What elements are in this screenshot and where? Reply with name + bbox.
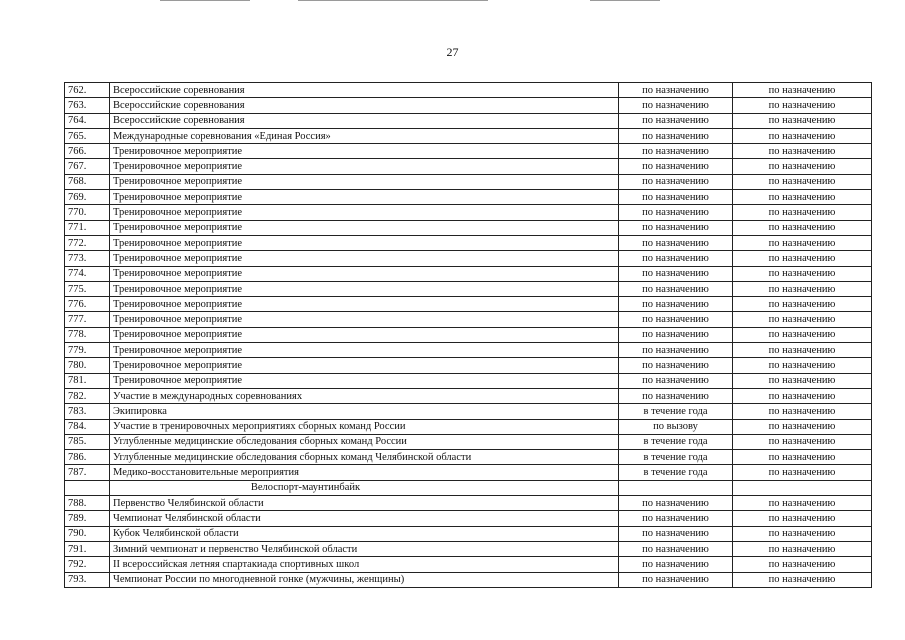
event-name-cell: Первенство Челябинской области xyxy=(110,496,619,511)
row-number-cell: 781. xyxy=(65,373,110,388)
row-number-cell: 775. xyxy=(65,281,110,296)
row-number-cell: 791. xyxy=(65,541,110,556)
row-number-cell: 786. xyxy=(65,450,110,465)
assignment-cell: по назначению xyxy=(733,404,872,419)
row-number-cell: 770. xyxy=(65,205,110,220)
timing-cell: по назначению xyxy=(619,496,733,511)
row-number-cell: 785. xyxy=(65,434,110,449)
table-row xyxy=(65,113,872,128)
assignment-cell: по назначению xyxy=(733,83,872,98)
timing-cell: по назначению xyxy=(619,266,733,281)
table-row xyxy=(65,358,872,373)
row-number-cell: 784. xyxy=(65,419,110,434)
table-row xyxy=(65,434,872,449)
assignment-cell: по назначению xyxy=(733,327,872,342)
table-row xyxy=(65,297,872,312)
timing-cell: по назначению xyxy=(619,388,733,403)
table-row xyxy=(65,251,872,266)
assignment-cell: по назначению xyxy=(733,251,872,266)
assignment-cell xyxy=(733,480,872,495)
table-row xyxy=(65,404,872,419)
timing-cell: по назначению xyxy=(619,83,733,98)
schedule-table xyxy=(64,82,872,588)
row-number-cell: 783. xyxy=(65,404,110,419)
assignment-cell: по назначению xyxy=(733,312,872,327)
row-number-cell: 762. xyxy=(65,83,110,98)
event-name-cell: Кубок Челябинской области xyxy=(110,526,619,541)
timing-cell: по назначению xyxy=(619,297,733,312)
section-title: Велоспорт-маунтинбайк xyxy=(110,480,619,495)
row-number-cell: 780. xyxy=(65,358,110,373)
row-number-cell: 787. xyxy=(65,465,110,480)
row-number-cell xyxy=(65,480,110,495)
timing-cell: по назначению xyxy=(619,312,733,327)
table-row xyxy=(65,281,872,296)
row-number-cell: 767. xyxy=(65,159,110,174)
row-number-cell: 773. xyxy=(65,251,110,266)
assignment-cell: по назначению xyxy=(733,220,872,235)
timing-cell: по назначению xyxy=(619,98,733,113)
row-number-cell: 789. xyxy=(65,511,110,526)
table-row xyxy=(65,174,872,189)
assignment-cell: по назначению xyxy=(733,450,872,465)
table-row xyxy=(65,343,872,358)
table-row xyxy=(65,327,872,342)
assignment-cell: по назначению xyxy=(733,159,872,174)
event-name-cell: Международные соревнования «Единая Россия» xyxy=(110,128,619,143)
timing-cell: по назначению xyxy=(619,251,733,266)
row-number-cell: 765. xyxy=(65,128,110,143)
event-name-cell: Тренировочное мероприятие xyxy=(110,159,619,174)
event-name-cell: Участие в международных соревнованиях xyxy=(110,388,619,403)
assignment-cell: по назначению xyxy=(733,526,872,541)
row-number-cell: 782. xyxy=(65,388,110,403)
table-row xyxy=(65,205,872,220)
row-number-cell: 772. xyxy=(65,235,110,250)
table-row xyxy=(65,572,872,587)
assignment-cell: по назначению xyxy=(733,235,872,250)
assignment-cell: по назначению xyxy=(733,465,872,480)
row-number-cell: 766. xyxy=(65,144,110,159)
timing-cell: по назначению xyxy=(619,526,733,541)
timing-cell: по назначению xyxy=(619,113,733,128)
timing-cell: по назначению xyxy=(619,174,733,189)
timing-cell: по назначению xyxy=(619,373,733,388)
assignment-cell: по назначению xyxy=(733,419,872,434)
event-name-cell: Тренировочное мероприятие xyxy=(110,343,619,358)
timing-cell: по назначению xyxy=(619,205,733,220)
timing-cell: в течение года xyxy=(619,465,733,480)
event-name-cell: Тренировочное мероприятие xyxy=(110,266,619,281)
event-name-cell: Тренировочное мероприятие xyxy=(110,144,619,159)
timing-cell: по назначению xyxy=(619,281,733,296)
row-number-cell: 768. xyxy=(65,174,110,189)
table-row xyxy=(65,159,872,174)
assignment-cell: по назначению xyxy=(733,373,872,388)
table-row xyxy=(65,98,872,113)
timing-cell: по назначению xyxy=(619,220,733,235)
event-name-cell: Тренировочное мероприятие xyxy=(110,251,619,266)
event-name-cell: Всероссийские соревнования xyxy=(110,113,619,128)
event-name-cell: Всероссийские соревнования xyxy=(110,83,619,98)
timing-cell: по назначению xyxy=(619,327,733,342)
event-name-cell: Тренировочное мероприятие xyxy=(110,373,619,388)
timing-cell: по назначению xyxy=(619,190,733,205)
event-name-cell: Тренировочное мероприятие xyxy=(110,190,619,205)
timing-cell: по назначению xyxy=(619,358,733,373)
assignment-cell: по назначению xyxy=(733,98,872,113)
row-number-cell: 774. xyxy=(65,266,110,281)
assignment-cell: по назначению xyxy=(733,297,872,312)
timing-cell: по вызову xyxy=(619,419,733,434)
row-number-cell: 777. xyxy=(65,312,110,327)
assignment-cell: по назначению xyxy=(733,358,872,373)
timing-cell: по назначению xyxy=(619,511,733,526)
row-number-cell: 793. xyxy=(65,572,110,587)
assignment-cell: по назначению xyxy=(733,388,872,403)
table-row xyxy=(65,541,872,556)
timing-cell: в течение года xyxy=(619,450,733,465)
event-name-cell: Углубленные медицинские обследования сборных команд России xyxy=(110,434,619,449)
table-row xyxy=(65,128,872,143)
event-name-cell: Медико-восстановительные мероприятия xyxy=(110,465,619,480)
row-number-cell: 776. xyxy=(65,297,110,312)
row-number-cell: 771. xyxy=(65,220,110,235)
event-name-cell: Чемпионат России по многодневной гонке (мужчины, женщины) xyxy=(110,572,619,587)
schedule-table-body xyxy=(65,83,872,588)
table-row xyxy=(65,220,872,235)
table-row xyxy=(65,419,872,434)
table-row xyxy=(65,526,872,541)
event-name-cell: Участие в тренировочных мероприятиях сборных команд России xyxy=(110,419,619,434)
event-name-cell: Углубленные медицинские обследования сборных команд Челябинской области xyxy=(110,450,619,465)
row-number-cell: 792. xyxy=(65,557,110,572)
event-name-cell: Тренировочное мероприятие xyxy=(110,205,619,220)
assignment-cell: по назначению xyxy=(733,496,872,511)
table-row xyxy=(65,235,872,250)
event-name-cell: II всероссийская летняя спартакиада спортивных школ xyxy=(110,557,619,572)
table-row xyxy=(65,266,872,281)
timing-cell: по назначению xyxy=(619,557,733,572)
table-row xyxy=(65,450,872,465)
assignment-cell: по назначению xyxy=(733,434,872,449)
assignment-cell: по назначению xyxy=(733,113,872,128)
table-row xyxy=(65,388,872,403)
event-name-cell: Тренировочное мероприятие xyxy=(110,174,619,189)
table-row xyxy=(65,465,872,480)
table-row xyxy=(65,144,872,159)
timing-cell: по назначению xyxy=(619,541,733,556)
table-row xyxy=(65,496,872,511)
table-row xyxy=(65,373,872,388)
assignment-cell: по назначению xyxy=(733,343,872,358)
table-row xyxy=(65,557,872,572)
table-row xyxy=(65,312,872,327)
event-name-cell: Тренировочное мероприятие xyxy=(110,281,619,296)
assignment-cell: по назначению xyxy=(733,205,872,220)
assignment-cell: по назначению xyxy=(733,174,872,189)
table-row xyxy=(65,511,872,526)
event-name-cell: Тренировочное мероприятие xyxy=(110,297,619,312)
timing-cell: по назначению xyxy=(619,159,733,174)
row-number-cell: 769. xyxy=(65,190,110,205)
timing-cell xyxy=(619,480,733,495)
timing-cell: по назначению xyxy=(619,343,733,358)
assignment-cell: по назначению xyxy=(733,190,872,205)
page-number: 27 xyxy=(446,45,459,59)
event-name-cell: Тренировочное мероприятие xyxy=(110,312,619,327)
row-number-cell: 763. xyxy=(65,98,110,113)
assignment-cell: по назначению xyxy=(733,557,872,572)
assignment-cell: по назначению xyxy=(733,511,872,526)
event-name-cell: Всероссийские соревнования xyxy=(110,98,619,113)
assignment-cell: по назначению xyxy=(733,144,872,159)
row-number-cell: 788. xyxy=(65,496,110,511)
event-name-cell: Экипировка xyxy=(110,404,619,419)
assignment-cell: по назначению xyxy=(733,128,872,143)
assignment-cell: по назначению xyxy=(733,572,872,587)
timing-cell: по назначению xyxy=(619,572,733,587)
row-number-cell: 764. xyxy=(65,113,110,128)
timing-cell: по назначению xyxy=(619,235,733,250)
assignment-cell: по назначению xyxy=(733,266,872,281)
table-row xyxy=(65,83,872,98)
timing-cell: по назначению xyxy=(619,128,733,143)
event-name-cell: Тренировочное мероприятие xyxy=(110,220,619,235)
event-name-cell: Тренировочное мероприятие xyxy=(110,327,619,342)
assignment-cell: по назначению xyxy=(733,541,872,556)
row-number-cell: 778. xyxy=(65,327,110,342)
event-name-cell: Тренировочное мероприятие xyxy=(110,358,619,373)
section-header-row xyxy=(65,480,872,495)
table-row xyxy=(65,190,872,205)
event-name-cell: Тренировочное мероприятие xyxy=(110,235,619,250)
timing-cell: в течение года xyxy=(619,404,733,419)
row-number-cell: 779. xyxy=(65,343,110,358)
timing-cell: в течение года xyxy=(619,434,733,449)
assignment-cell: по назначению xyxy=(733,281,872,296)
timing-cell: по назначению xyxy=(619,144,733,159)
event-name-cell: Чемпионат Челябинской области xyxy=(110,511,619,526)
page-top-edge xyxy=(0,0,905,3)
event-name-cell: Зимний чемпионат и первенство Челябинской области xyxy=(110,541,619,556)
row-number-cell: 790. xyxy=(65,526,110,541)
